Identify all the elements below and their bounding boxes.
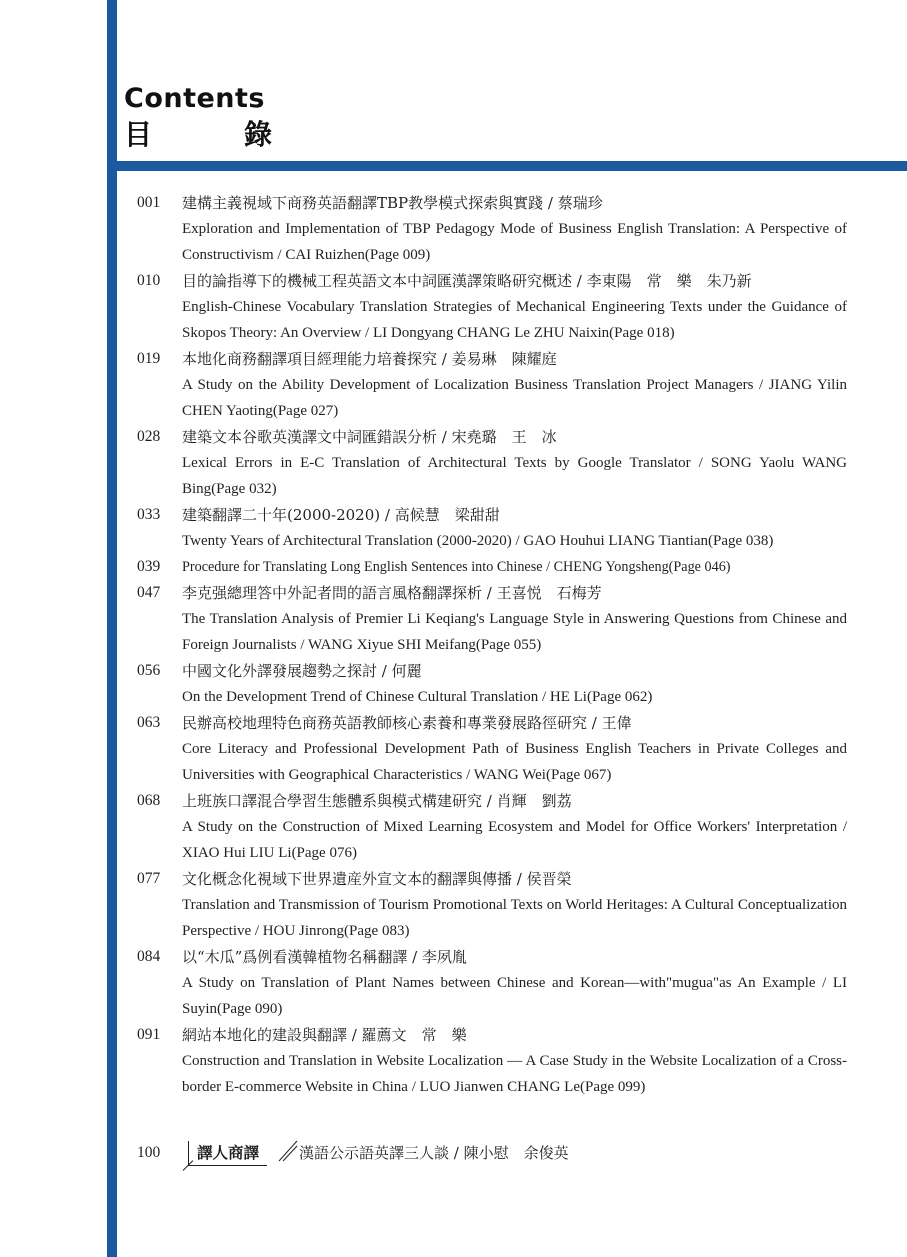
page-number: 068 <box>137 792 161 809</box>
entry-title-en: A Study on the Ability Development of Localization Business Translation Project Managers / JIANG Yilin CHEN Yaoting(Page 027) <box>182 377 847 419</box>
page-number: 001 <box>137 194 161 211</box>
column-label-badge: 譯人商譯 <box>188 1141 267 1166</box>
toc-entry-047[interactable] <box>137 580 847 658</box>
toc-entry-077[interactable] <box>137 866 847 944</box>
page-number: 047 <box>137 584 161 601</box>
page-number: 091 <box>137 1026 161 1043</box>
entry-title-en: On the Development Trend of Chinese Cultural Translation / HE Li(Page 062) <box>182 689 653 705</box>
entry-title-zh: 目的論指導下的機械工程英語文本中詞匯漢譯策略研究概述 / 李東陽 常 樂 朱乃新 <box>182 272 752 290</box>
entry-title-zh: 網站本地化的建設與翻譯 / 羅薦文 常 樂 <box>182 1026 467 1044</box>
page-number: 063 <box>137 714 161 731</box>
toc-entry-068[interactable] <box>137 788 847 866</box>
page-title-en: Contents <box>124 83 266 114</box>
page-number: 019 <box>137 350 161 367</box>
toc-entry-100[interactable] <box>137 1139 847 1169</box>
entry-title-en: English-Chinese Vocabulary Translation Strategies of Mechanical Engineering Texts under the Guidance of Skopos Theory: An Overview / LI Dongyang CHANG Le ZHU Naixin(Page 018) <box>182 299 847 341</box>
toc-entry-084[interactable] <box>137 944 847 1022</box>
entry-title-en: Procedure for Translating Long English Sentences into Chinese / CHENG Yongsheng(Page 046) <box>182 559 731 575</box>
entry-title-zh: 中國文化外譯發展趨勢之探討 / 何麗 <box>182 662 422 680</box>
left-accent-bar <box>107 0 117 1257</box>
entry-title-en: A Study on Translation of Plant Names between Chinese and Korean—with"mugua"as An Example / LI Suyin(Page 090) <box>182 975 847 1017</box>
entry-title-zh: 建築翻譯二十年(2000-2020) / 高候慧 梁甜甜 <box>182 506 500 524</box>
entry-title-en: Construction and Translation in Website Localization — A Case Study in the Website Localization of a Cross-border E-commerce Website in China / LUO Jianwen CHANG Le(Page 099) <box>182 1053 847 1095</box>
table-of-contents <box>137 190 847 1100</box>
toc-entry-001[interactable] <box>137 190 847 268</box>
toc-entry-039[interactable] <box>137 554 847 580</box>
toc-entry-063[interactable] <box>137 710 847 788</box>
toc-entry-033[interactable] <box>137 502 847 554</box>
header-rule <box>117 161 907 171</box>
toc-entry-019[interactable] <box>137 346 847 424</box>
entry-title-en: Twenty Years of Architectural Translation (2000-2020) / GAO Houhui LIANG Tiantian(Page 038) <box>182 533 774 549</box>
entry-title-en: Exploration and Implementation of TBP Pedagogy Mode of Business English Translation: A Perspective of Constructivism / CAI Ruizhen(Page 009) <box>182 221 847 263</box>
entry-title-en: The Translation Analysis of Premier Li Keqiang's Language Style in Answering Questions from Chinese and Foreign Journalists / WANG Xiyue SHI Meifang(Page 055) <box>182 611 847 653</box>
entry-title-en: Lexical Errors in E-C Translation of Architectural Texts by Google Translator / SONG Yaolu WANG Bing(Page 032) <box>182 455 847 497</box>
entry-title-zh: 民辦高校地理特色商務英語教師核心素養和專業發展路徑研究 / 王偉 <box>182 714 632 732</box>
toc-entry-091[interactable] <box>137 1022 847 1100</box>
entry-title-en: A Study on the Construction of Mixed Learning Ecosystem and Model for Office Workers' Interpretation / XIAO Hui LIU Li(Page 076) <box>182 819 847 861</box>
entry-title-zh: 以“木瓜”爲例看漢韓植物名稱翻譯 / 李夙胤 <box>182 948 467 966</box>
page-title-zh-char-1: 目 <box>124 118 153 151</box>
entry-title-zh: 本地化商務翻譯項目經理能力培養探究 / 姜易琳 陳耀庭 <box>182 350 557 368</box>
entry-title-en: Core Literacy and Professional Development Path of Business English Teachers in Private Colleges and Universities with Geographical Characteristics / WANG Wei(Page 067) <box>182 741 847 783</box>
entry-title-zh: 上班族口譯混合學習生態體系與模式構建研究 / 肖輝 劉荔 <box>182 792 572 810</box>
entry-title-zh: 建築文本谷歌英漢譯文中詞匯錯誤分析 / 宋堯璐 王 冰 <box>182 428 557 446</box>
entry-title-zh: 漢語公示語英譯三人談 / 陳小慰 余俊英 <box>299 1144 569 1162</box>
page-number: 084 <box>137 948 161 965</box>
entry-title-zh: 建構主義視域下商務英語翻譯TBP教學模式探索與實踐 / 蔡瑞珍 <box>182 194 603 212</box>
entry-title-zh: 李克强總理答中外記者問的語言風格翻譯探析 / 王喜悦 石梅芳 <box>182 584 602 602</box>
page-number: 033 <box>137 506 161 523</box>
entry-title-en: Translation and Transmission of Tourism Promotional Texts on World Heritages: A Cultural Conceptualization Perspective / HOU Jinrong(Page 083) <box>182 897 847 939</box>
toc-entry-056[interactable] <box>137 658 847 710</box>
page-number: 028 <box>137 428 161 445</box>
page-number: 039 <box>137 558 161 575</box>
entry-title-zh: 文化概念化視域下世界遺産外宣文本的翻譯與傳播 / 侯晋榮 <box>182 870 572 888</box>
page-number: 010 <box>137 272 161 289</box>
toc-entry-010[interactable] <box>137 268 847 346</box>
badge-slash-decoration <box>277 1137 299 1163</box>
page-number: 056 <box>137 662 161 679</box>
page-title-zh-char-2: 錄 <box>243 118 272 151</box>
page-number: 100 <box>137 1144 161 1161</box>
page-number: 077 <box>137 870 161 887</box>
toc-entry-028[interactable] <box>137 424 847 502</box>
